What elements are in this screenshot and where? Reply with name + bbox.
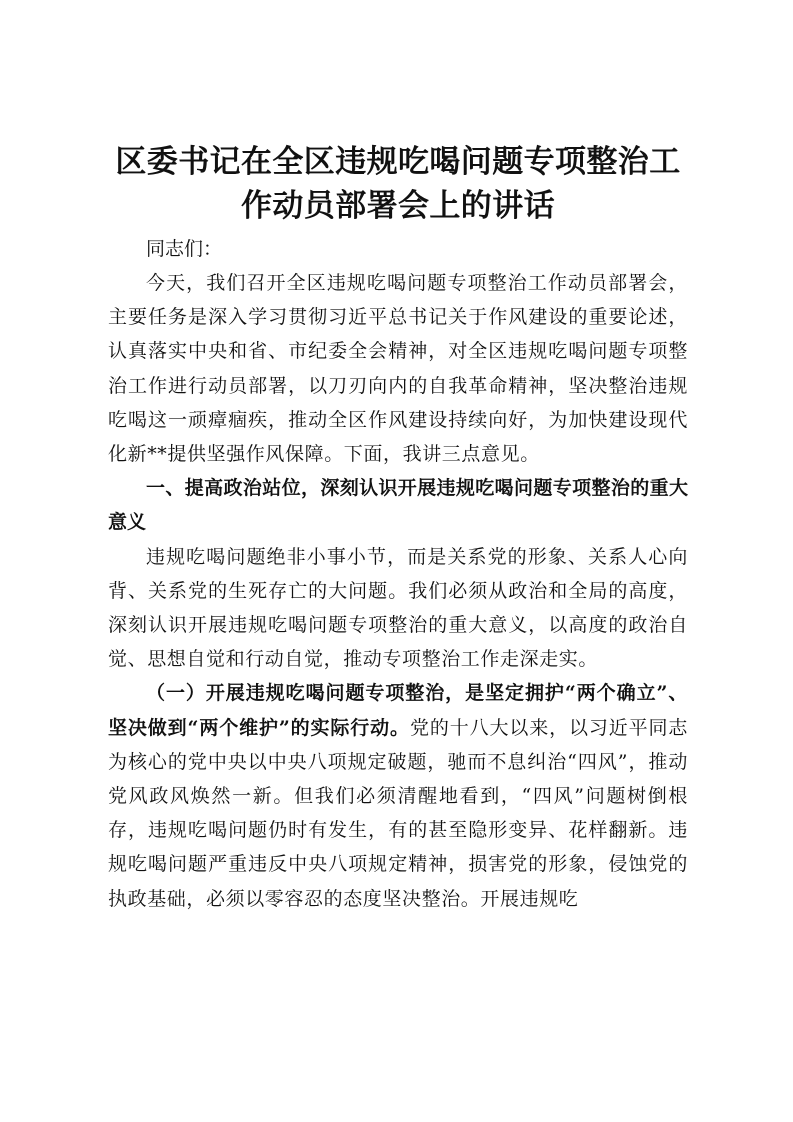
section-heading-1: 一、提高政治站位，深刻认识开展违规吃喝问题专项整治的重大意义 bbox=[108, 477, 688, 534]
subsection-1-text: 党的十八大以来，以习近平同志为核心的党中央以中央八项规定破题，驰而不息纠治“四风”，推动党风政风焕然一新。但我们必须清醒地看到，“四风”问题树倒根存，违规吃喝问题仍时有发生，有的甚至隐形变异、花样翻新。违规吃喝问题严重违反中央八项规定精神，损害党的形象，侵蚀党的执政基础，必须以零容忍的态度坚决整治。开展违规吃 bbox=[108, 716, 688, 910]
section-1-paragraph: 违规吃喝问题绝非小事小节，而是关系党的形象、关系人心向背、关系党的生死存亡的大问题。我们必须从政治和全局的高度，深刻认识开展违规吃喝问题专项整治的重大意义，以高度的政治自觉、思想自觉和行动自觉，推动专项整治工作走深走实。 bbox=[108, 545, 688, 671]
subsection-1-lead: （一）开展违规吃喝问题专项整治，是坚定拥护“两个确立”、坚决做到“两个维护”的实际行动。 bbox=[108, 682, 688, 739]
greeting: 同志们： bbox=[146, 238, 223, 260]
document-title: 区委书记在全区违规吃喝问题专项整治工作动员部署会上的讲话 bbox=[115, 144, 681, 224]
intro-paragraph: 今天，我们召开全区违规吃喝问题专项整治工作动员部署会，主要任务是深入学习贯彻习近平总书记关于作风建设的重要论述，认真落实中央和省、市纪委全会精神，对全区违规吃喝问题专项整治工作进行动员部署，以刀刃向内的自我革命精神，坚决整治违规吃喝这一顽瘴痼疾，推动全区作风建设持续向好，为加快建设现代化新**提供坚强作风保障。下面，我讲三点意见。 bbox=[108, 272, 688, 466]
document-body bbox=[108, 140, 688, 916]
subsection-1-paragraph bbox=[108, 676, 688, 915]
